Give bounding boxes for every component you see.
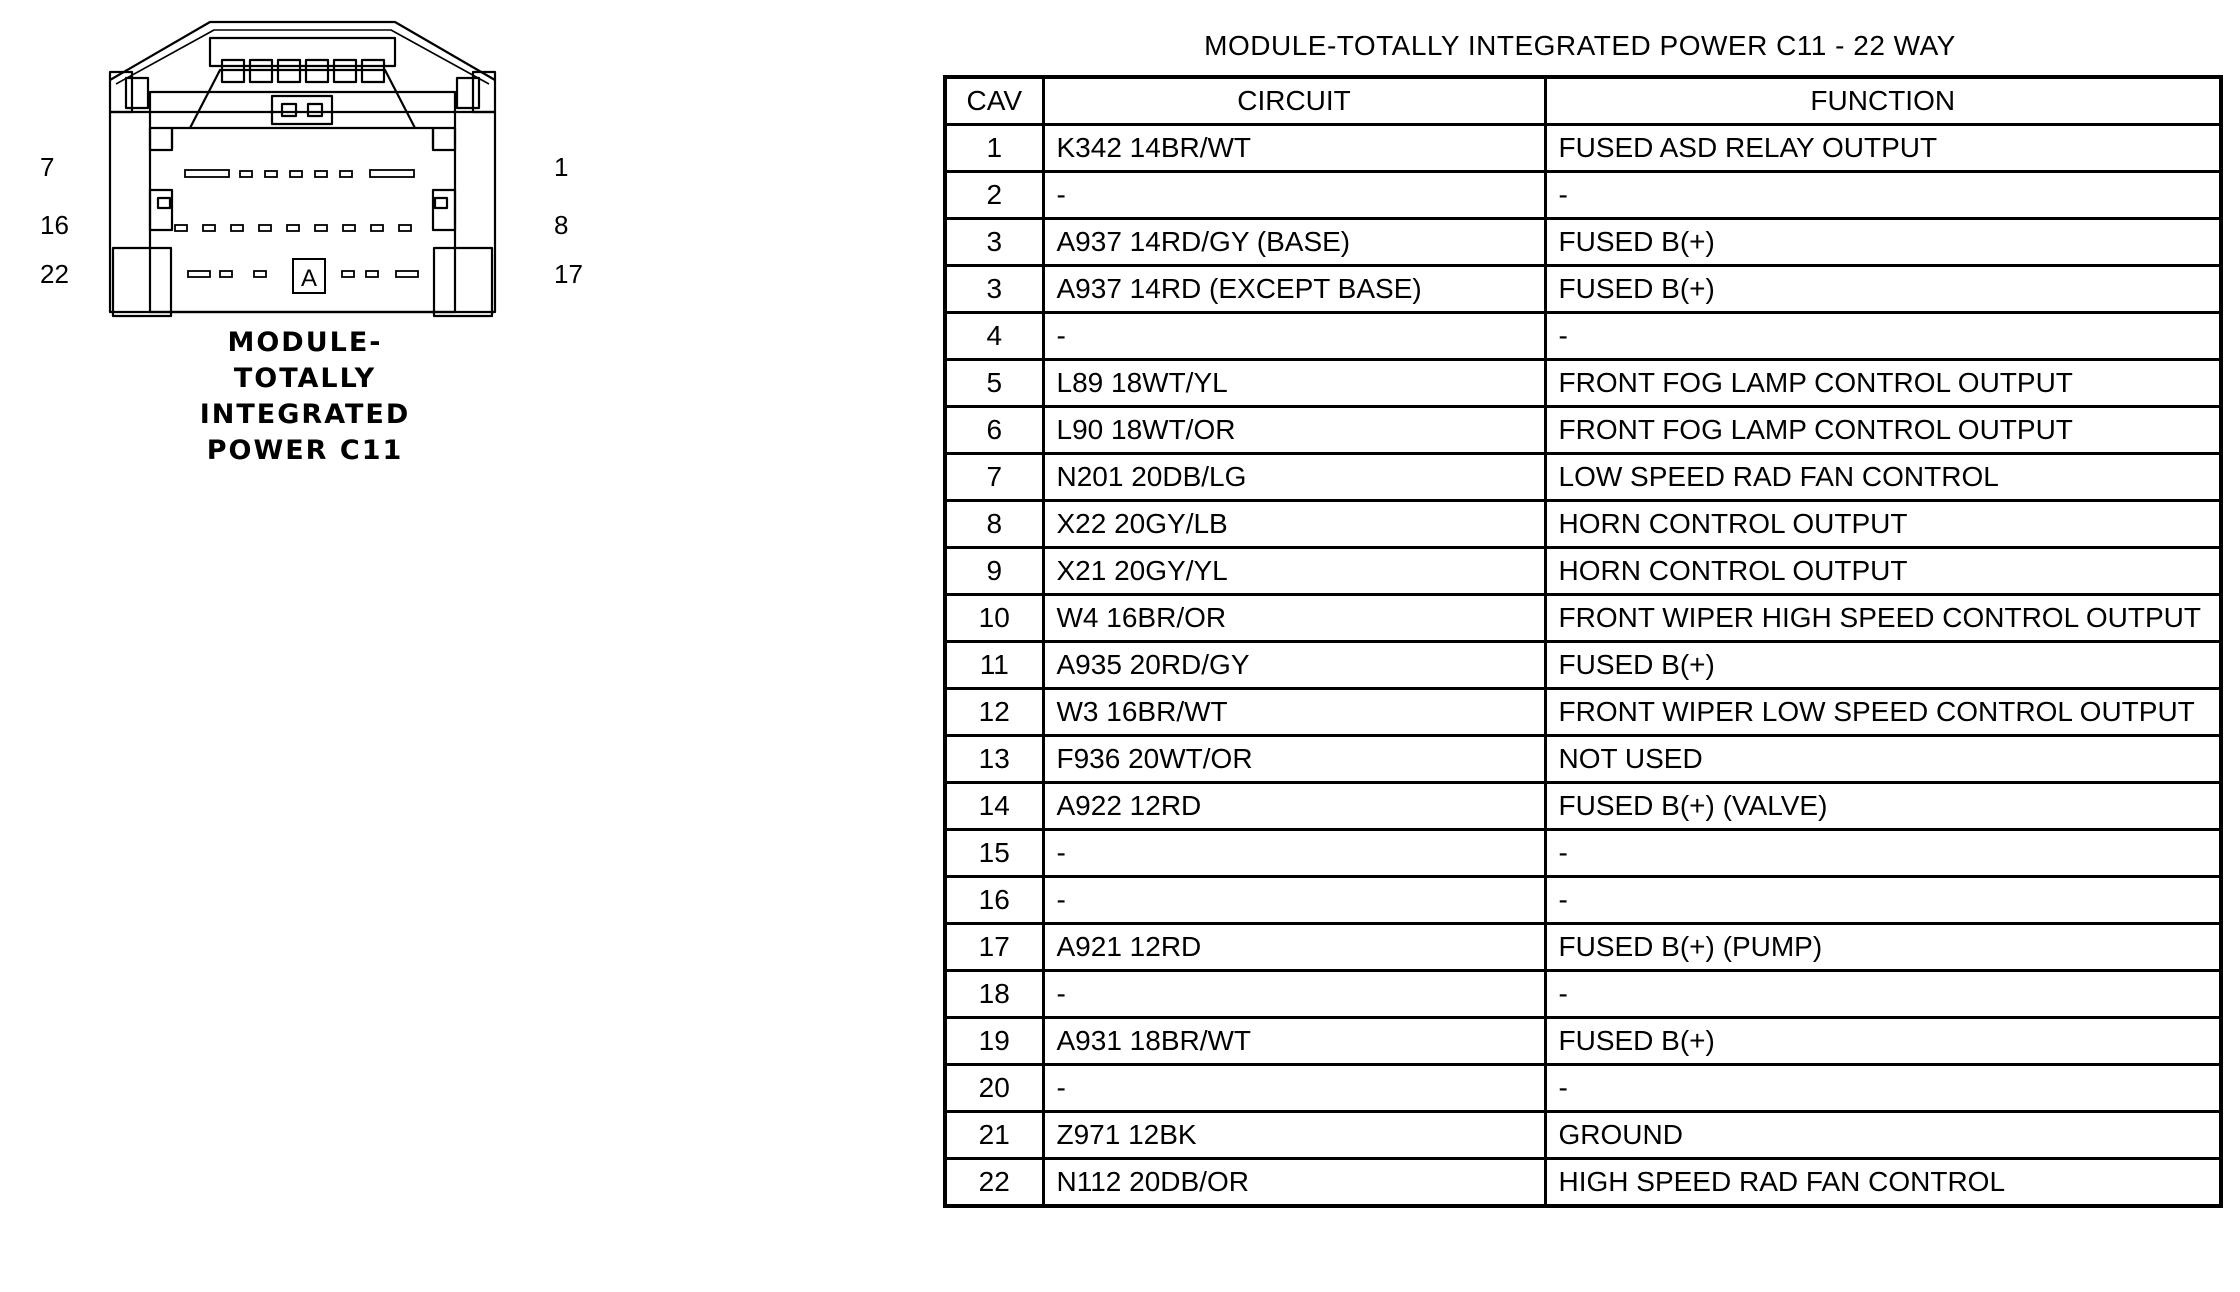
pinout-table bbox=[943, 75, 2223, 1208]
circuit-cell: N112 20DB/OR bbox=[1043, 1159, 1545, 1207]
cav-cell: 12 bbox=[945, 689, 1043, 736]
cav-cell: 22 bbox=[945, 1159, 1043, 1207]
table-row bbox=[945, 360, 2221, 407]
table-row bbox=[945, 313, 2221, 360]
cav-cell: 14 bbox=[945, 783, 1043, 830]
cav-cell: 11 bbox=[945, 642, 1043, 689]
pin-label-bottom-left: 22 bbox=[40, 259, 69, 289]
header-circuit: CIRCUIT bbox=[1043, 77, 1545, 125]
table-row bbox=[945, 1065, 2221, 1112]
cav-cell: 6 bbox=[945, 407, 1043, 454]
table-row bbox=[945, 266, 2221, 313]
cav-cell: 7 bbox=[945, 454, 1043, 501]
circuit-cell: L89 18WT/YL bbox=[1043, 360, 1545, 407]
circuit-cell: A922 12RD bbox=[1043, 783, 1545, 830]
circuit-cell: - bbox=[1043, 313, 1545, 360]
circuit-cell: A937 14RD (EXCEPT BASE) bbox=[1043, 266, 1545, 313]
table-row bbox=[945, 219, 2221, 266]
function-cell: FUSED B(+) bbox=[1545, 1018, 2221, 1065]
circuit-cell: W3 16BR/WT bbox=[1043, 689, 1545, 736]
function-cell: - bbox=[1545, 830, 2221, 877]
circuit-cell: L90 18WT/OR bbox=[1043, 407, 1545, 454]
table-title: MODULE-TOTALLY INTEGRATED POWER C11 - 22 WAY bbox=[1204, 30, 1956, 61]
function-cell: - bbox=[1545, 172, 2221, 219]
function-cell: FRONT WIPER LOW SPEED CONTROL OUTPUT bbox=[1545, 689, 2221, 736]
table-row bbox=[945, 924, 2221, 971]
header-function: FUNCTION bbox=[1545, 77, 2221, 125]
function-cell: FUSED B(+) bbox=[1545, 642, 2221, 689]
table-row bbox=[945, 1018, 2221, 1065]
function-cell: HORN CONTROL OUTPUT bbox=[1545, 548, 2221, 595]
function-cell: FRONT FOG LAMP CONTROL OUTPUT bbox=[1545, 407, 2221, 454]
cav-cell: 8 bbox=[945, 501, 1043, 548]
table-row bbox=[945, 501, 2221, 548]
circuit-cell: A931 18BR/WT bbox=[1043, 1018, 1545, 1065]
table-row bbox=[945, 595, 2221, 642]
function-cell: FRONT WIPER HIGH SPEED CONTROL OUTPUT bbox=[1545, 595, 2221, 642]
function-cell: FUSED B(+) bbox=[1545, 266, 2221, 313]
circuit-cell: F936 20WT/OR bbox=[1043, 736, 1545, 783]
table-row bbox=[945, 1112, 2221, 1159]
circuit-cell: X22 20GY/LB bbox=[1043, 501, 1545, 548]
cav-cell: 19 bbox=[945, 1018, 1043, 1065]
cav-cell: 3 bbox=[945, 266, 1043, 313]
table-row bbox=[945, 125, 2221, 172]
connector-face-diagram bbox=[0, 0, 620, 340]
circuit-cell: Z971 12BK bbox=[1043, 1112, 1545, 1159]
table-row bbox=[945, 407, 2221, 454]
function-cell: FRONT FOG LAMP CONTROL OUTPUT bbox=[1545, 360, 2221, 407]
table-header-row bbox=[945, 77, 2221, 125]
circuit-cell: K342 14BR/WT bbox=[1043, 125, 1545, 172]
function-cell: GROUND bbox=[1545, 1112, 2221, 1159]
circuit-cell: - bbox=[1043, 971, 1545, 1018]
cav-cell: 4 bbox=[945, 313, 1043, 360]
cav-cell: 20 bbox=[945, 1065, 1043, 1112]
cav-cell: 13 bbox=[945, 736, 1043, 783]
cav-cell: 9 bbox=[945, 548, 1043, 595]
table-row bbox=[945, 736, 2221, 783]
cav-cell: 18 bbox=[945, 971, 1043, 1018]
connector-caption-line: TOTALLY bbox=[233, 363, 377, 394]
cav-cell: 2 bbox=[945, 172, 1043, 219]
cav-cell: 3 bbox=[945, 219, 1043, 266]
cav-cell: 10 bbox=[945, 595, 1043, 642]
circuit-cell: - bbox=[1043, 172, 1545, 219]
function-cell: FUSED B(+) bbox=[1545, 219, 2221, 266]
function-cell: FUSED ASD RELAY OUTPUT bbox=[1545, 125, 2221, 172]
circuit-cell: - bbox=[1043, 830, 1545, 877]
circuit-cell: X21 20GY/YL bbox=[1043, 548, 1545, 595]
function-cell: - bbox=[1545, 1065, 2221, 1112]
function-cell: FUSED B(+) (VALVE) bbox=[1545, 783, 2221, 830]
connector-caption-line: MODULE- bbox=[227, 327, 383, 358]
table-row bbox=[945, 830, 2221, 877]
table-row bbox=[945, 689, 2221, 736]
circuit-cell: A935 20RD/GY bbox=[1043, 642, 1545, 689]
table-row bbox=[945, 783, 2221, 830]
cav-cell: 5 bbox=[945, 360, 1043, 407]
pin-label-top-right: 1 bbox=[554, 152, 569, 182]
function-cell: - bbox=[1545, 971, 2221, 1018]
circuit-cell: A937 14RD/GY (BASE) bbox=[1043, 219, 1545, 266]
circuit-cell: - bbox=[1043, 877, 1545, 924]
connector-caption-line: INTEGRATED bbox=[199, 399, 411, 430]
table-row bbox=[945, 172, 2221, 219]
table-row bbox=[945, 1159, 2221, 1207]
function-cell: FUSED B(+) (PUMP) bbox=[1545, 924, 2221, 971]
function-cell: LOW SPEED RAD FAN CONTROL bbox=[1545, 454, 2221, 501]
function-cell: HORN CONTROL OUTPUT bbox=[1545, 501, 2221, 548]
cav-cell: 15 bbox=[945, 830, 1043, 877]
pin-label-bottom-right: 17 bbox=[554, 259, 583, 289]
function-cell: - bbox=[1545, 877, 2221, 924]
pinout-table-body bbox=[945, 125, 2221, 1207]
table-row bbox=[945, 642, 2221, 689]
header-cav: CAV bbox=[945, 77, 1043, 125]
table-row bbox=[945, 971, 2221, 1018]
pin-label-middle-left: 16 bbox=[40, 210, 69, 240]
table-row bbox=[945, 454, 2221, 501]
function-cell: HIGH SPEED RAD FAN CONTROL bbox=[1545, 1159, 2221, 1207]
pin-label-middle-right: 8 bbox=[554, 210, 569, 240]
function-cell: - bbox=[1545, 313, 2221, 360]
function-cell: NOT USED bbox=[1545, 736, 2221, 783]
circuit-cell: - bbox=[1043, 1065, 1545, 1112]
connector-key-letter: A bbox=[300, 265, 318, 292]
cav-cell: 1 bbox=[945, 125, 1043, 172]
circuit-cell: N201 20DB/LG bbox=[1043, 454, 1545, 501]
table-row bbox=[945, 877, 2221, 924]
pin-label-top-left: 7 bbox=[40, 152, 55, 182]
circuit-cell: W4 16BR/OR bbox=[1043, 595, 1545, 642]
table-row bbox=[945, 548, 2221, 595]
circuit-cell: A921 12RD bbox=[1043, 924, 1545, 971]
cav-cell: 16 bbox=[945, 877, 1043, 924]
connector-caption-line: POWER C11 bbox=[206, 435, 404, 466]
cav-cell: 17 bbox=[945, 924, 1043, 971]
connector-caption bbox=[150, 325, 460, 469]
cav-cell: 21 bbox=[945, 1112, 1043, 1159]
